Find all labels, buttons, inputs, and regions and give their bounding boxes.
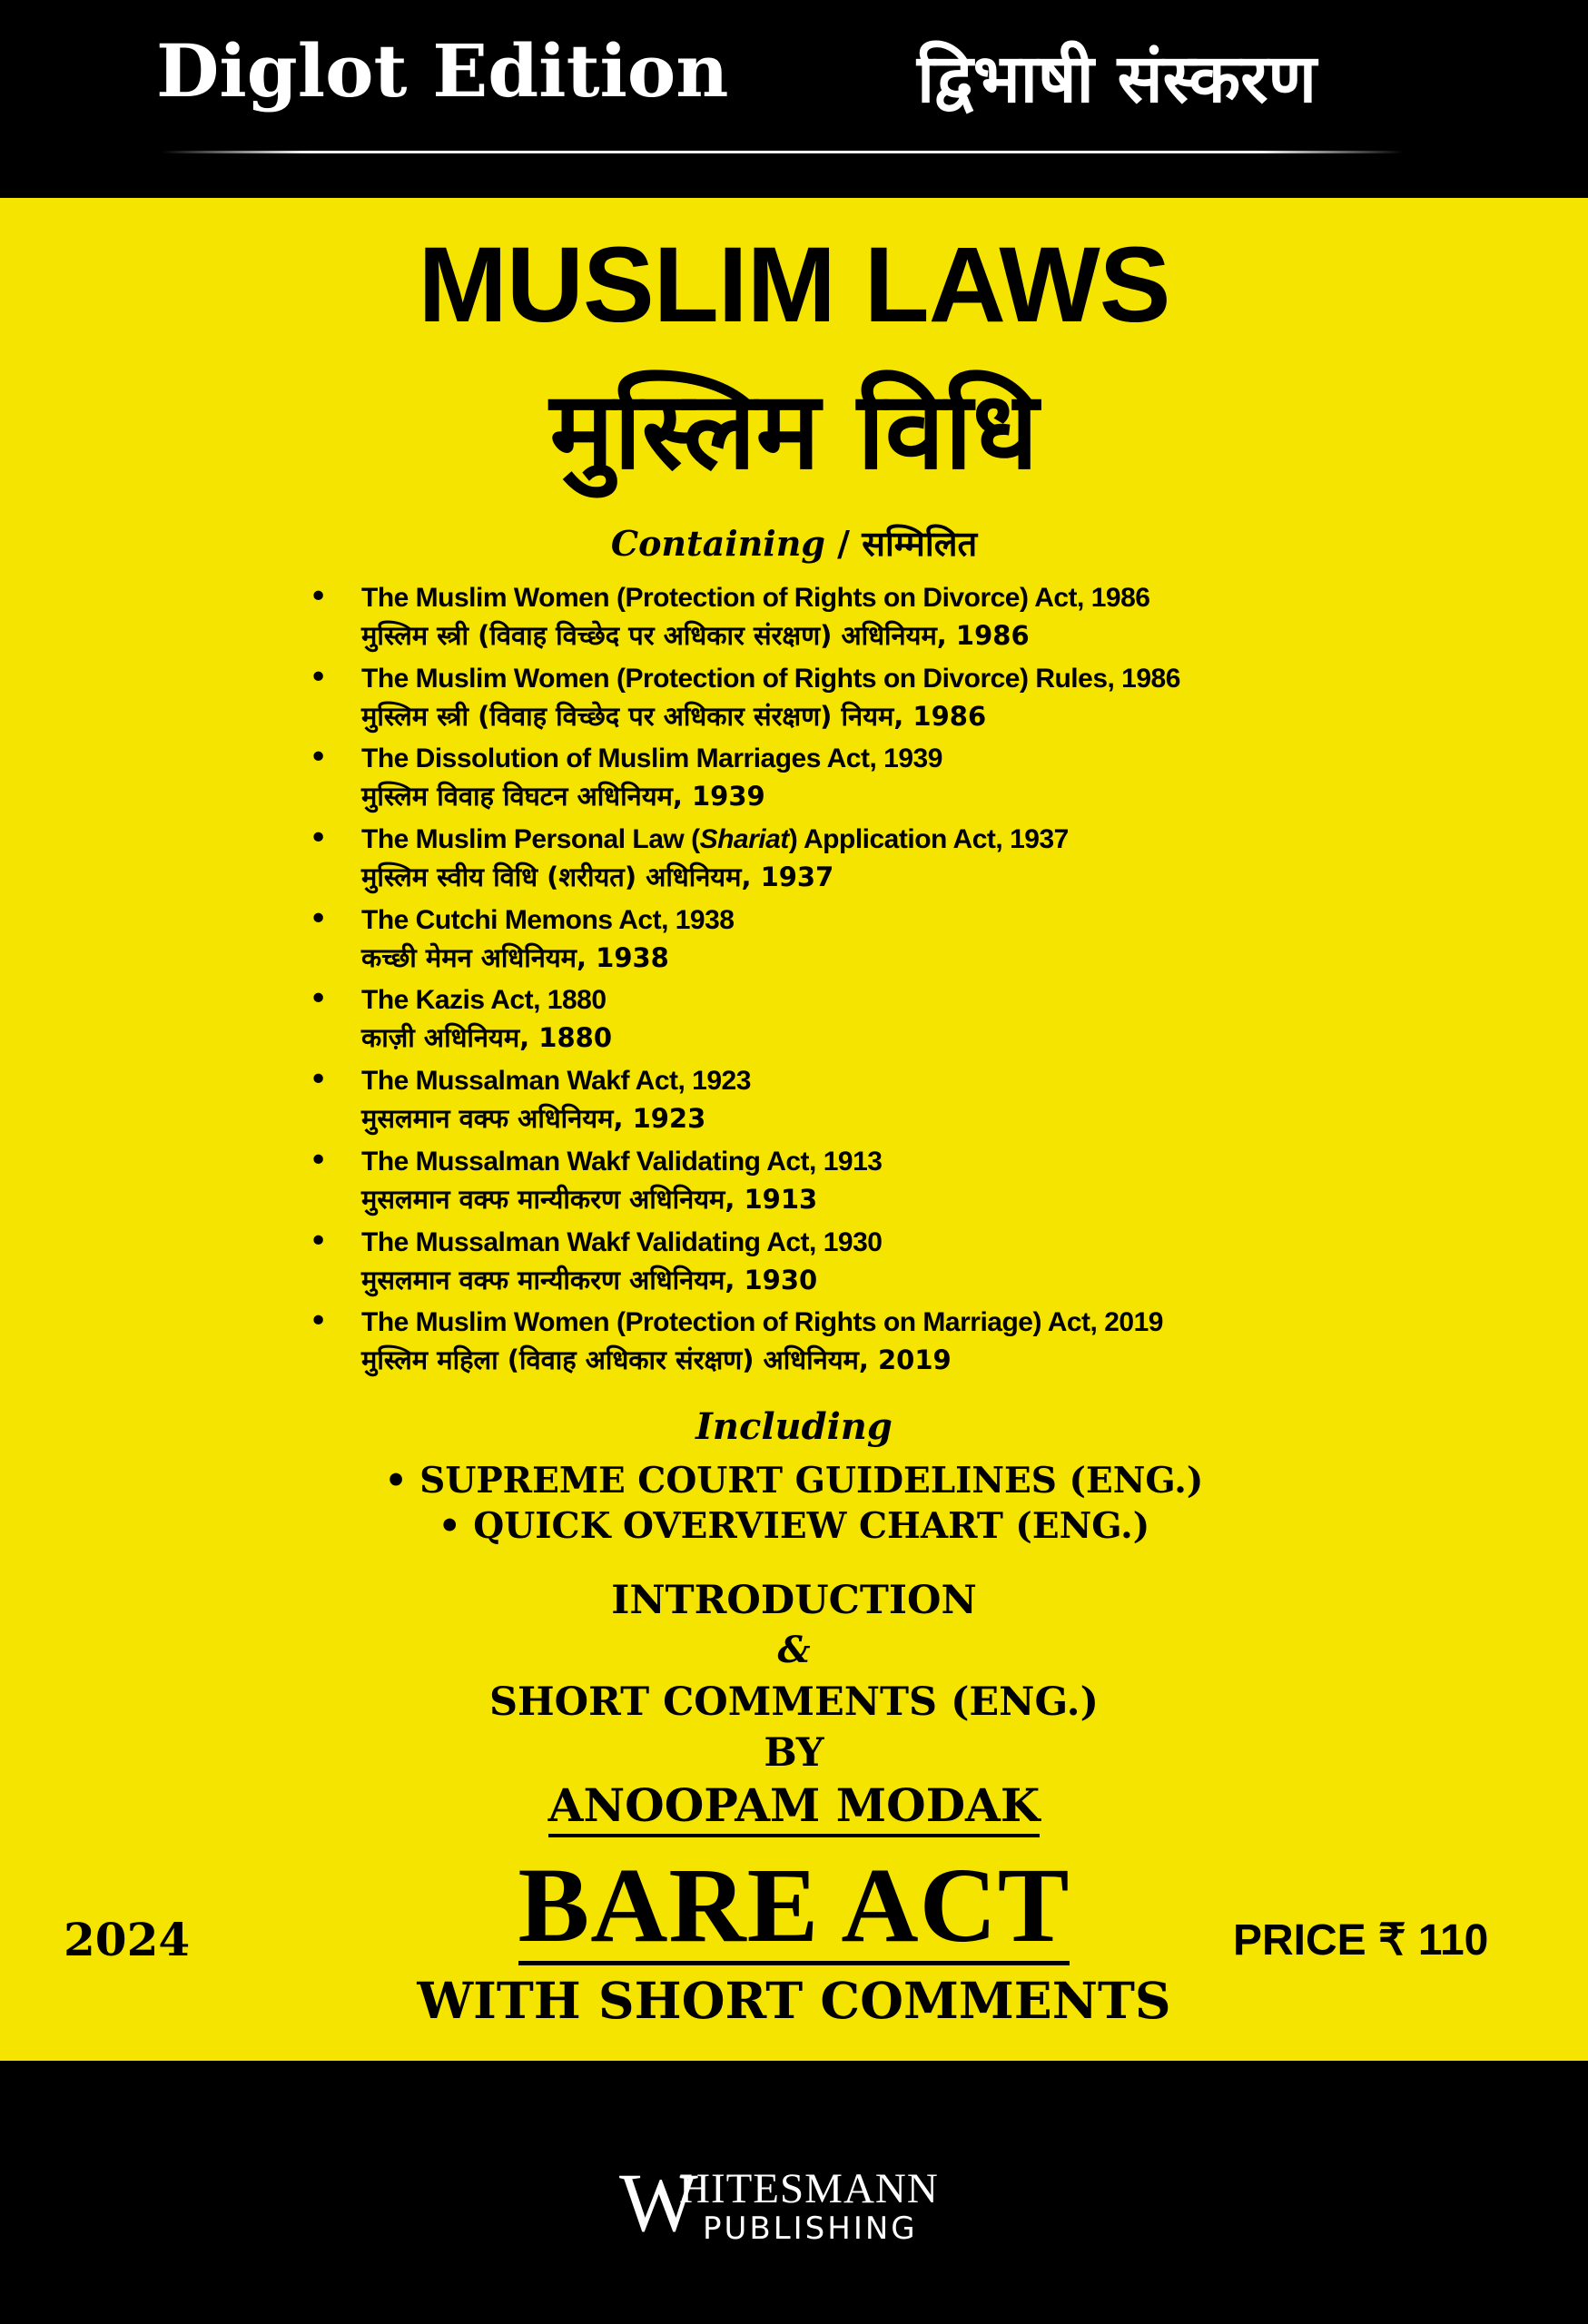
act-title-hindi: मुसलमान वक्फ मान्यीकरण अधिनियम, 1913: [361, 1183, 818, 1215]
containing-heading: [0, 525, 1588, 563]
act-title-english: The Muslim Women (Protection of Rights on Divorce) Act, 1986: [361, 583, 1150, 613]
by-label: BY: [764, 1730, 824, 1776]
bullet-icon: •: [309, 900, 329, 938]
containing-separator: /: [837, 523, 851, 564]
list-item: [309, 822, 1398, 903]
bullet-icon: •: [309, 1222, 329, 1260]
list-item: [309, 658, 1398, 743]
list-item: [309, 578, 1398, 662]
publisher-logo: [619, 2156, 946, 2249]
bullet-icon: •: [309, 1061, 329, 1099]
bullet-icon: •: [309, 820, 329, 858]
list-item: [309, 900, 1398, 984]
edition-hindi: द्विभाषी संस्करण: [917, 40, 1317, 118]
book-type-title: BARE ACT: [518, 1846, 1070, 1965]
act-title-hindi: मुस्लिम महिला (विवाह अधिकार संरक्षण) अधिनियम, 2019: [361, 1344, 952, 1376]
list-item: [309, 980, 1398, 1064]
act-title-hindi: मुस्लिम स्त्री (विवाह विच्छेद पर अधिकार संरक्षण) नियम, 1986: [361, 700, 987, 732]
short-comments-label: SHORT COMMENTS (ENG.): [489, 1679, 1099, 1725]
bullet-icon: •: [309, 578, 329, 615]
including-label: Including: [695, 1405, 893, 1448]
book-type-subtitle: WITH SHORT COMMENTS: [417, 1971, 1171, 2030]
act-title-hindi: कच्छी मेमन अधिनियम, 1938: [361, 941, 669, 973]
act-title-hindi: मुस्लिम स्वीय विधि (शरीयत) अधिनियम, 1937: [361, 862, 834, 893]
act-title-hindi: मुस्लिम स्त्री (विवाह विच्छेद पर अधिकार संरक्षण) अधिनियम, 1986: [361, 620, 1030, 651]
publisher-initial: W: [619, 2156, 698, 2249]
act-title-hindi: मुसलमान वक्फ मान्यीकरण अधिनियम, 1930: [361, 1264, 818, 1295]
act-title-english: The Mussalman Wakf Validating Act, 1913: [361, 1146, 883, 1177]
act-title-english: The Mussalman Wakf Validating Act, 1930: [361, 1226, 883, 1257]
title-english: MUSLIM LAWS: [418, 225, 1170, 345]
introduction-label: INTRODUCTION: [611, 1578, 977, 1623]
banner-divider: [162, 151, 1404, 153]
edition-english: Diglot Edition: [156, 28, 729, 113]
price-label: PRICE ₹ 110: [1233, 1916, 1489, 1965]
bullet-icon: •: [309, 739, 329, 777]
author-name: ANOOPAM MODAK: [548, 1783, 1041, 1837]
title-hindi: मुस्लिम विधि: [549, 368, 1039, 493]
act-title-hindi: काज़ी अधिनियम, 1880: [361, 1022, 613, 1054]
acts-list: [309, 578, 1398, 1386]
bullet-icon: •: [309, 658, 329, 696]
top-banner: [0, 0, 1588, 198]
act-title-english: The Muslim Women (Protection of Rights on Divorce) Rules, 1986: [361, 663, 1180, 694]
containing-label-hindi: सम्मिलित: [862, 523, 978, 564]
act-title-english: The Muslim Women (Protection of Rights on Marriage) Act, 2019: [361, 1307, 1163, 1338]
act-title-english: The Dissolution of Muslim Marriages Act, 1939: [361, 743, 942, 774]
ampersand: &: [777, 1629, 811, 1671]
act-title-english: The Cutchi Memons Act, 1938: [361, 904, 735, 935]
publisher-name-bottom: PUBLISHING: [703, 2211, 918, 2247]
bullet-icon: •: [309, 1303, 329, 1341]
including-item: • SUPREME COURT GUIDELINES (ENG.): [384, 1460, 1204, 1502]
bullet-icon: •: [309, 1141, 329, 1179]
containing-label-english: Containing: [610, 523, 825, 564]
including-item: • QUICK OVERVIEW CHART (ENG.): [438, 1505, 1150, 1547]
list-item: [309, 1222, 1398, 1306]
act-title-hindi: मुसलमान वक्फ अधिनियम, 1923: [361, 1103, 706, 1135]
italic-term: Shariat: [699, 824, 789, 855]
bullet-icon: •: [309, 980, 329, 1019]
list-item: [309, 1061, 1398, 1145]
act-title-english: The Muslim Personal Law (Shariat) Application Act, 1937: [361, 824, 1069, 855]
publication-year: 2024: [64, 1913, 191, 1966]
act-title-english: The Mussalman Wakf Act, 1923: [361, 1066, 751, 1097]
act-title-english: The Kazis Act, 1880: [361, 985, 607, 1016]
publisher-name-top: HITESMANN: [679, 2165, 939, 2212]
list-item: [309, 1141, 1398, 1226]
list-item: [309, 1305, 1398, 1386]
act-title-hindi: मुस्लिम विवाह विघटन अधिनियम, 1939: [361, 781, 765, 812]
list-item: [309, 739, 1398, 822]
